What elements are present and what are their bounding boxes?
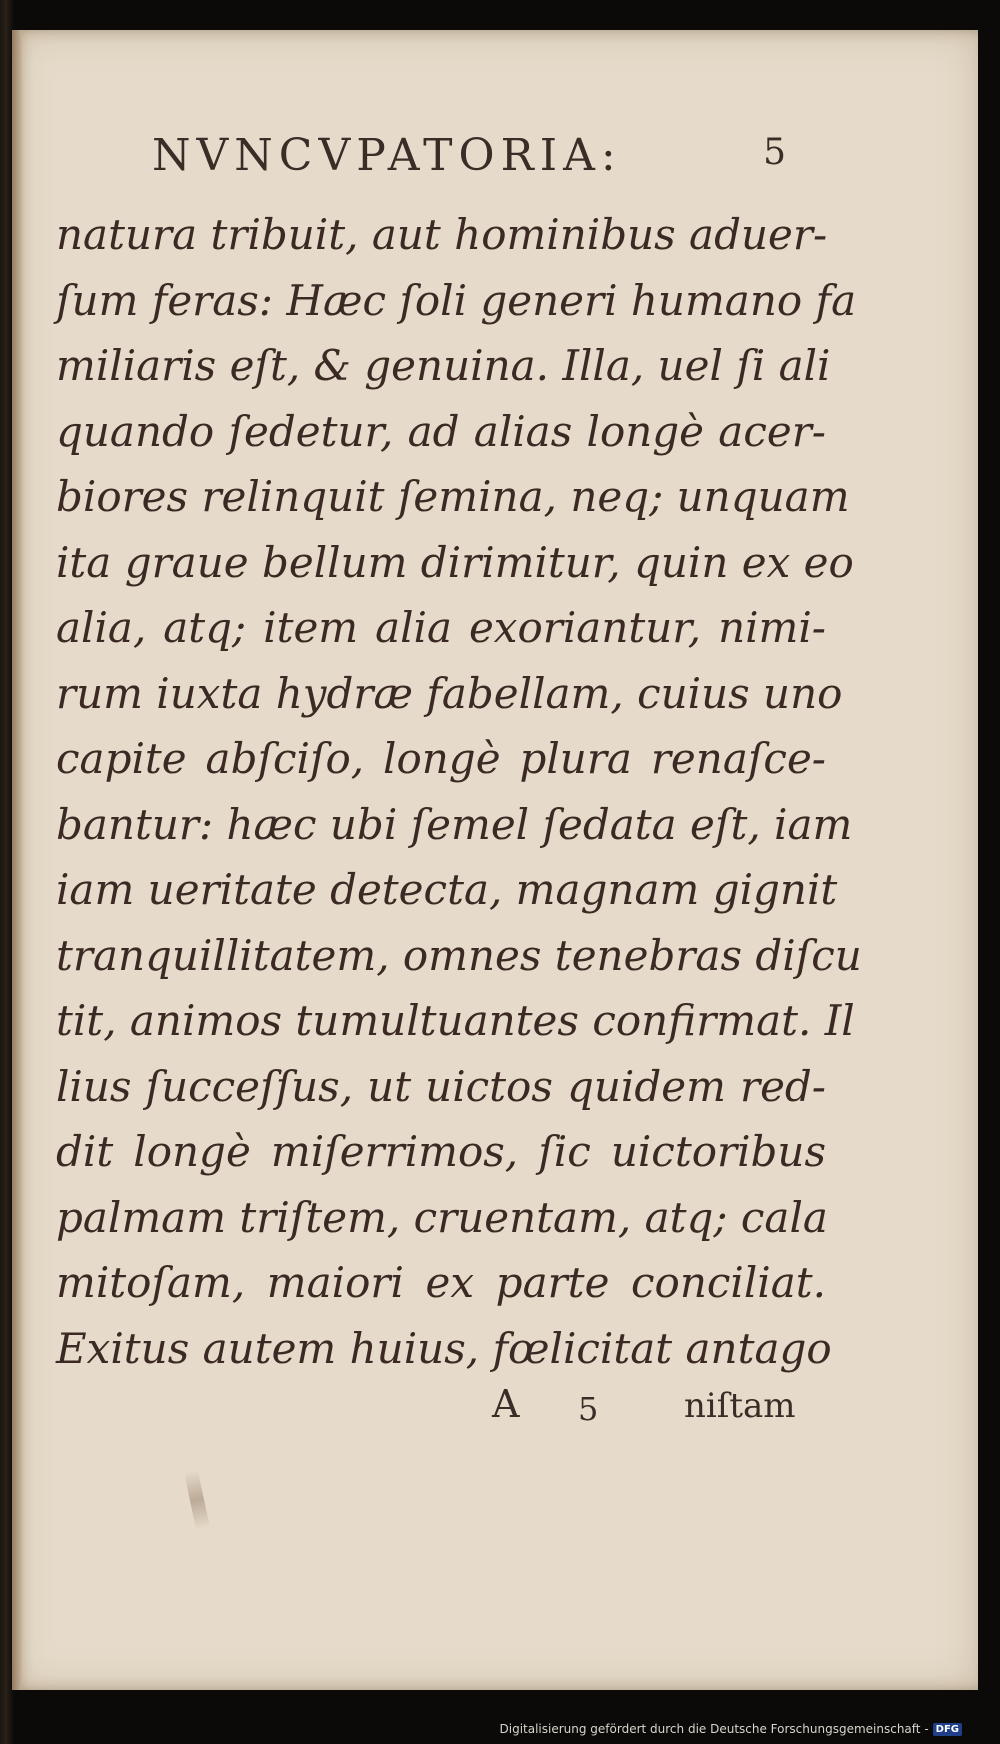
text-line: natura tribuit, aut hominibus aduer- xyxy=(56,210,828,259)
text-line: capite abſciſo, longè plura renaſce- xyxy=(56,734,826,783)
signature-number: 5 xyxy=(578,1390,599,1428)
dfg-logo: DFG xyxy=(933,1723,962,1736)
signature-mark: A xyxy=(492,1382,520,1426)
text-line: iam ueritate detecta, magnam gignit xyxy=(56,865,838,914)
text-line: tranquillitatem, omnes tenebras diſcu xyxy=(56,930,862,980)
page-header xyxy=(152,130,792,200)
text-line: ſum feras: Hæc ſoli generi humano fa xyxy=(56,275,857,325)
text-line: biores relinquit ſemina, neq; unquam xyxy=(56,472,850,521)
book-page xyxy=(12,30,978,1690)
text-line: mitoſam, maiori ex parte conciliat. xyxy=(56,1258,826,1307)
body-text xyxy=(56,202,862,1381)
text-line: quando ſedetur, ad alias longè acer- xyxy=(56,406,826,456)
text-line: dit longè miſerrimos, ſic uictoribus xyxy=(56,1127,826,1176)
text-line: rum iuxta hydræ fabellam, cuius uno xyxy=(56,668,843,718)
text-line: bantur: hæc ubi ſemel ſedata eſt, iam xyxy=(56,799,853,849)
catchline xyxy=(492,1382,812,1442)
page-number: 5 xyxy=(763,132,792,173)
credit-text: Digitalisierung gefördert durch die Deutsche Forschungsgemeinschaft - xyxy=(499,1722,929,1736)
text-line: miliaris eſt, & genuina. Illa, uel ſi ali xyxy=(56,341,831,390)
running-title: NVNCVPATORIA: xyxy=(152,130,622,181)
catchword: niſtam xyxy=(684,1386,796,1426)
text-line: alia, atq; item alia exoriantur, nimi- xyxy=(56,603,826,652)
paper-stain xyxy=(184,1469,210,1531)
text-line: ita graue bellum dirimitur, quin ex eo xyxy=(56,537,854,587)
text-line: palmam triſtem, cruentam, atq; cala xyxy=(56,1192,828,1242)
text-line: tit, animos tumultuantes confirmat. Il xyxy=(56,996,855,1045)
text-line: Exitus autem huius, fœlicitat antago xyxy=(56,1323,832,1373)
text-line: lius ſucceſſus, ut uictos quidem red- xyxy=(56,1061,826,1111)
page-gutter-edge xyxy=(12,30,22,1690)
digitization-credit xyxy=(500,1722,963,1736)
